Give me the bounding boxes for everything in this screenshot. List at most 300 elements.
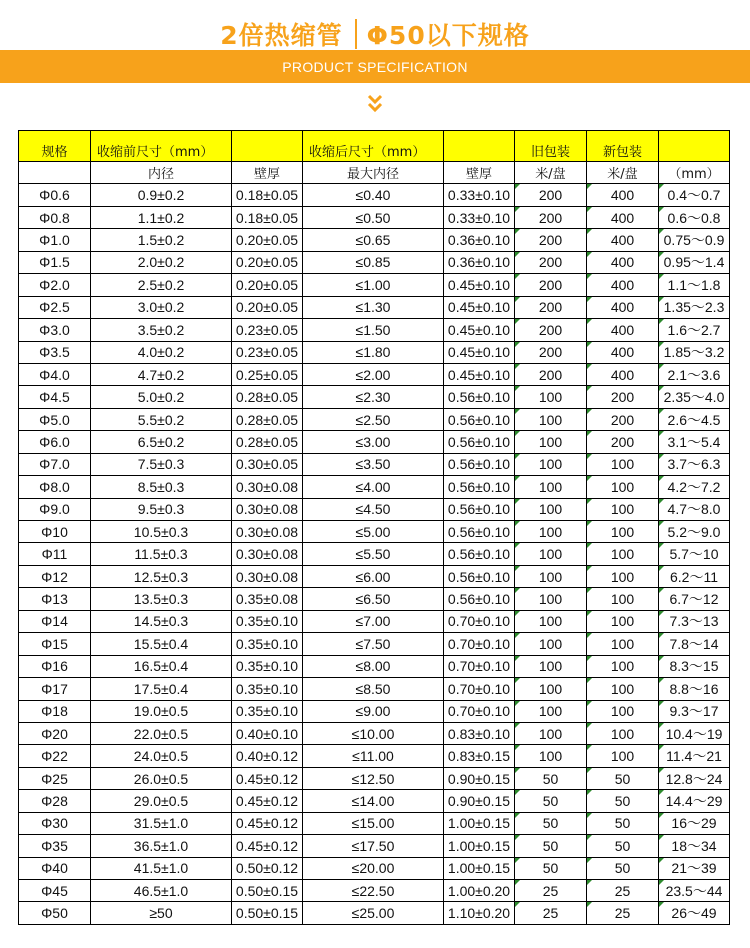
table-cell: 0.30±0.08 bbox=[232, 565, 303, 587]
table-cell: 0.45±0.12 bbox=[232, 812, 303, 834]
table-cell: 25 bbox=[515, 902, 587, 924]
table-cell: Φ13 bbox=[19, 588, 91, 610]
group-header-cell bbox=[232, 131, 303, 162]
sub-header-cell: 米/盘 bbox=[587, 162, 659, 184]
table-row bbox=[19, 363, 730, 385]
table-cell: 0.70±0.10 bbox=[444, 610, 515, 632]
table-cell: 100 bbox=[515, 745, 587, 767]
table-cell: 50 bbox=[587, 812, 659, 834]
table-cell: 25 bbox=[587, 880, 659, 902]
table-cell: 12.5±0.3 bbox=[91, 565, 232, 587]
table-cell: Φ4.0 bbox=[19, 363, 91, 385]
table-cell: ≤0.65 bbox=[303, 229, 444, 251]
table-cell: 0.56±0.10 bbox=[444, 565, 515, 587]
table-cell: 41.5±1.0 bbox=[91, 857, 232, 879]
table-cell: ≤3.50 bbox=[303, 453, 444, 475]
table-cell: 26.0±0.5 bbox=[91, 767, 232, 789]
table-cell: 100 bbox=[515, 386, 587, 408]
table-cell: 26～49 bbox=[659, 902, 730, 924]
section-banner bbox=[0, 50, 750, 83]
table-row bbox=[19, 206, 730, 228]
table-cell: 100 bbox=[515, 678, 587, 700]
table-cell: 400 bbox=[587, 274, 659, 296]
table-cell: 0.56±0.10 bbox=[444, 521, 515, 543]
table-cell: 36.5±1.0 bbox=[91, 835, 232, 857]
table-cell: 50 bbox=[515, 835, 587, 857]
table-cell: ≤12.50 bbox=[303, 767, 444, 789]
table-cell: 2.6～4.5 bbox=[659, 408, 730, 430]
table-cell: 0.20±0.05 bbox=[232, 296, 303, 318]
table-cell: ≤1.30 bbox=[303, 296, 444, 318]
table-row bbox=[19, 251, 730, 273]
table-cell: 0.83±0.15 bbox=[444, 745, 515, 767]
table-cell: 0.56±0.10 bbox=[444, 431, 515, 453]
table-cell: ≤8.50 bbox=[303, 678, 444, 700]
table-row bbox=[19, 880, 730, 902]
table-cell: ≤1.80 bbox=[303, 341, 444, 363]
table-cell: 0.70±0.10 bbox=[444, 633, 515, 655]
table-cell: 15.5±0.4 bbox=[91, 633, 232, 655]
table-cell: 200 bbox=[587, 408, 659, 430]
table-cell: 5.0±0.2 bbox=[91, 386, 232, 408]
table-cell: 400 bbox=[587, 363, 659, 385]
table-cell: 200 bbox=[515, 274, 587, 296]
table-cell: 0.35±0.10 bbox=[232, 610, 303, 632]
table-cell: 0.36±0.10 bbox=[444, 251, 515, 273]
table-row bbox=[19, 341, 730, 363]
table-cell: 0.25±0.05 bbox=[232, 363, 303, 385]
table-cell: ≤2.00 bbox=[303, 363, 444, 385]
table-cell: 7.8～14 bbox=[659, 633, 730, 655]
table-cell: 9.3～17 bbox=[659, 700, 730, 722]
table-row bbox=[19, 431, 730, 453]
table-cell: ≥50 bbox=[91, 902, 232, 924]
table-cell: 19.0±0.5 bbox=[91, 700, 232, 722]
group-header-cell: 新包装 bbox=[587, 131, 659, 162]
table-cell: ≤5.00 bbox=[303, 521, 444, 543]
table-cell: Φ1.0 bbox=[19, 229, 91, 251]
table-cell: 3.5±0.2 bbox=[91, 319, 232, 341]
table-cell: 50 bbox=[515, 767, 587, 789]
table-cell: 0.20±0.05 bbox=[232, 251, 303, 273]
table-cell: 2.35～4.0 bbox=[659, 386, 730, 408]
table-cell: 0.40±0.10 bbox=[232, 722, 303, 744]
table-cell: 200 bbox=[515, 319, 587, 341]
table-row bbox=[19, 857, 730, 879]
table-cell: 100 bbox=[515, 408, 587, 430]
table-cell: Φ10 bbox=[19, 521, 91, 543]
table-cell: 200 bbox=[587, 386, 659, 408]
table-cell: Φ16 bbox=[19, 655, 91, 677]
table-cell: Φ35 bbox=[19, 835, 91, 857]
table-cell: 22.0±0.5 bbox=[91, 722, 232, 744]
table-cell: 1.00±0.15 bbox=[444, 812, 515, 834]
sub-header-cell: 最大内径 bbox=[303, 162, 444, 184]
table-cell: 0.45±0.10 bbox=[444, 341, 515, 363]
sub-header-row bbox=[19, 162, 730, 184]
table-cell: 25 bbox=[515, 880, 587, 902]
group-header-row bbox=[19, 131, 730, 162]
table-cell: ≤4.50 bbox=[303, 498, 444, 520]
group-header-cell bbox=[444, 131, 515, 162]
table-cell: 11.5±0.3 bbox=[91, 543, 232, 565]
table-cell: 100 bbox=[587, 498, 659, 520]
table-row bbox=[19, 521, 730, 543]
table-cell: 7.5±0.3 bbox=[91, 453, 232, 475]
table-cell: Φ9.0 bbox=[19, 498, 91, 520]
table-cell: 100 bbox=[587, 678, 659, 700]
table-cell: Φ11 bbox=[19, 543, 91, 565]
table-cell: 0.35±0.10 bbox=[232, 678, 303, 700]
table-cell: Φ2.0 bbox=[19, 274, 91, 296]
sub-header-cell: 壁厚 bbox=[232, 162, 303, 184]
table-cell: 0.20±0.05 bbox=[232, 229, 303, 251]
table-row bbox=[19, 835, 730, 857]
table-cell: 50 bbox=[515, 857, 587, 879]
table-cell: ≤6.50 bbox=[303, 588, 444, 610]
table-cell: 0.90±0.15 bbox=[444, 790, 515, 812]
table-cell: 400 bbox=[587, 341, 659, 363]
sub-header-cell: 内径 bbox=[91, 162, 232, 184]
table-row bbox=[19, 408, 730, 430]
table-cell: 1.5±0.2 bbox=[91, 229, 232, 251]
table-cell: 4.7±0.2 bbox=[91, 363, 232, 385]
table-cell: 2.1～3.6 bbox=[659, 363, 730, 385]
table-cell: 0.70±0.10 bbox=[444, 678, 515, 700]
table-cell: 18～34 bbox=[659, 835, 730, 857]
table-cell: 0.45±0.10 bbox=[444, 319, 515, 341]
table-cell: 3.1～5.4 bbox=[659, 431, 730, 453]
table-cell: Φ15 bbox=[19, 633, 91, 655]
table-cell: ≤0.50 bbox=[303, 206, 444, 228]
table-cell: 0.20±0.05 bbox=[232, 274, 303, 296]
table-cell: 1.85～3.2 bbox=[659, 341, 730, 363]
table-cell: ≤9.00 bbox=[303, 700, 444, 722]
table-cell: Φ28 bbox=[19, 790, 91, 812]
table-cell: Φ7.0 bbox=[19, 453, 91, 475]
table-cell: 0.23±0.05 bbox=[232, 319, 303, 341]
table-cell: Φ20 bbox=[19, 722, 91, 744]
table-cell: 50 bbox=[587, 835, 659, 857]
table-row bbox=[19, 543, 730, 565]
table-cell: Φ22 bbox=[19, 745, 91, 767]
table-cell: 400 bbox=[587, 251, 659, 273]
table-row bbox=[19, 812, 730, 834]
table-row bbox=[19, 722, 730, 744]
table-cell: ≤0.85 bbox=[303, 251, 444, 273]
group-header-cell: 规格 bbox=[19, 131, 91, 162]
table-cell: 1.00±0.15 bbox=[444, 857, 515, 879]
table-row bbox=[19, 745, 730, 767]
table-cell: 29.0±0.5 bbox=[91, 790, 232, 812]
table-cell: 50 bbox=[515, 812, 587, 834]
table-cell: Φ1.5 bbox=[19, 251, 91, 273]
table-cell: ≤6.00 bbox=[303, 565, 444, 587]
banner-subtitle: PRODUCT SPECIFICATION bbox=[282, 58, 468, 75]
table-cell: Φ8.0 bbox=[19, 476, 91, 498]
table-cell: 200 bbox=[515, 341, 587, 363]
table-cell: 400 bbox=[587, 319, 659, 341]
table-cell: ≤0.40 bbox=[303, 184, 444, 206]
table-cell: 1.10±0.20 bbox=[444, 902, 515, 924]
table-cell: 50 bbox=[587, 767, 659, 789]
table-cell: ≤4.00 bbox=[303, 476, 444, 498]
table-cell: 100 bbox=[587, 453, 659, 475]
table-cell: 5.2～9.0 bbox=[659, 521, 730, 543]
table-cell: 6.7～12 bbox=[659, 588, 730, 610]
spec-table bbox=[18, 130, 730, 925]
table-cell: Φ50 bbox=[19, 902, 91, 924]
table-cell: 0.83±0.10 bbox=[444, 722, 515, 744]
table-cell: 14.5±0.3 bbox=[91, 610, 232, 632]
table-cell: 3.7～6.3 bbox=[659, 453, 730, 475]
table-cell: Φ14 bbox=[19, 610, 91, 632]
table-cell: 0.40±0.12 bbox=[232, 745, 303, 767]
table-cell: 0.30±0.05 bbox=[232, 453, 303, 475]
table-cell: 0.28±0.05 bbox=[232, 386, 303, 408]
table-cell: 0.28±0.05 bbox=[232, 431, 303, 453]
table-cell: ≤15.00 bbox=[303, 812, 444, 834]
table-cell: 0.35±0.10 bbox=[232, 700, 303, 722]
table-cell: 200 bbox=[515, 251, 587, 273]
table-cell: ≤1.00 bbox=[303, 274, 444, 296]
table-cell: 100 bbox=[587, 476, 659, 498]
table-cell: 0.56±0.10 bbox=[444, 453, 515, 475]
table-cell: 100 bbox=[587, 655, 659, 677]
table-cell: 200 bbox=[515, 184, 587, 206]
table-row bbox=[19, 678, 730, 700]
table-row bbox=[19, 476, 730, 498]
table-cell: 8.5±0.3 bbox=[91, 476, 232, 498]
table-cell: 0.45±0.12 bbox=[232, 790, 303, 812]
table-cell: 0.28±0.05 bbox=[232, 408, 303, 430]
table-cell: 100 bbox=[515, 521, 587, 543]
table-row bbox=[19, 767, 730, 789]
table-cell: 21～39 bbox=[659, 857, 730, 879]
table-cell: Φ17 bbox=[19, 678, 91, 700]
table-cell: Φ3.5 bbox=[19, 341, 91, 363]
table-cell: ≤25.00 bbox=[303, 902, 444, 924]
group-header-cell: 收缩前尺寸（mm） bbox=[91, 131, 232, 162]
table-cell: 200 bbox=[515, 206, 587, 228]
table-cell: 25 bbox=[587, 902, 659, 924]
table-row bbox=[19, 386, 730, 408]
table-cell: 0.6～0.8 bbox=[659, 206, 730, 228]
table-row bbox=[19, 296, 730, 318]
table-cell: 100 bbox=[515, 565, 587, 587]
table-cell: Φ0.6 bbox=[19, 184, 91, 206]
table-cell: Φ3.0 bbox=[19, 319, 91, 341]
table-cell: ≤2.30 bbox=[303, 386, 444, 408]
table-cell: 0.56±0.10 bbox=[444, 386, 515, 408]
table-cell: ≤1.50 bbox=[303, 319, 444, 341]
table-cell: 0.50±0.15 bbox=[232, 902, 303, 924]
table-cell: ≤5.50 bbox=[303, 543, 444, 565]
table-cell: 14.4～29 bbox=[659, 790, 730, 812]
table-cell: Φ18 bbox=[19, 700, 91, 722]
table-cell: 400 bbox=[587, 206, 659, 228]
table-cell: 46.5±1.0 bbox=[91, 880, 232, 902]
table-cell: 0.50±0.15 bbox=[232, 880, 303, 902]
table-cell: 100 bbox=[587, 722, 659, 744]
table-cell: 0.56±0.10 bbox=[444, 543, 515, 565]
table-cell: ≤7.50 bbox=[303, 633, 444, 655]
table-cell: 1.1±0.2 bbox=[91, 206, 232, 228]
table-row bbox=[19, 319, 730, 341]
table-cell: 100 bbox=[515, 431, 587, 453]
table-cell: 0.56±0.10 bbox=[444, 408, 515, 430]
table-cell: 100 bbox=[587, 521, 659, 543]
group-header-cell bbox=[659, 131, 730, 162]
table-cell: ≤11.00 bbox=[303, 745, 444, 767]
title-left: 2倍热缩管 bbox=[220, 21, 343, 50]
table-cell: 0.45±0.12 bbox=[232, 835, 303, 857]
table-row bbox=[19, 655, 730, 677]
table-cell: 0.23±0.05 bbox=[232, 341, 303, 363]
table-cell: 0.45±0.12 bbox=[232, 767, 303, 789]
sub-header-cell: （mm） bbox=[659, 162, 730, 184]
table-cell: 0.56±0.10 bbox=[444, 498, 515, 520]
table-cell: 100 bbox=[515, 543, 587, 565]
table-cell: 10.5±0.3 bbox=[91, 521, 232, 543]
table-cell: 4.2～7.2 bbox=[659, 476, 730, 498]
table-row bbox=[19, 633, 730, 655]
table-cell: 50 bbox=[587, 857, 659, 879]
table-cell: ≤17.50 bbox=[303, 835, 444, 857]
title-divider bbox=[355, 19, 357, 49]
table-row bbox=[19, 184, 730, 206]
table-cell: 4.0±0.2 bbox=[91, 341, 232, 363]
table-cell: 31.5±1.0 bbox=[91, 812, 232, 834]
table-cell: 100 bbox=[515, 700, 587, 722]
table-cell: 100 bbox=[515, 476, 587, 498]
table-row bbox=[19, 610, 730, 632]
table-cell: Φ4.5 bbox=[19, 386, 91, 408]
table-cell: 200 bbox=[515, 229, 587, 251]
table-cell: 400 bbox=[587, 229, 659, 251]
table-cell: Φ5.0 bbox=[19, 408, 91, 430]
table-cell: 0.33±0.10 bbox=[444, 184, 515, 206]
table-cell: 11.4～21 bbox=[659, 745, 730, 767]
table-cell: 0.33±0.10 bbox=[444, 206, 515, 228]
table-cell: ≤22.50 bbox=[303, 880, 444, 902]
title-right: Φ50以下规格 bbox=[366, 21, 530, 50]
table-cell: 1.00±0.15 bbox=[444, 835, 515, 857]
table-cell: 3.0±0.2 bbox=[91, 296, 232, 318]
table-cell: 9.5±0.3 bbox=[91, 498, 232, 520]
table-cell: 0.36±0.10 bbox=[444, 229, 515, 251]
table-row bbox=[19, 453, 730, 475]
table-cell: 0.45±0.10 bbox=[444, 296, 515, 318]
sub-header-cell bbox=[19, 162, 91, 184]
table-cell: 0.45±0.10 bbox=[444, 274, 515, 296]
table-cell: 0.30±0.08 bbox=[232, 543, 303, 565]
table-row bbox=[19, 588, 730, 610]
table-cell: 1.35～2.3 bbox=[659, 296, 730, 318]
table-cell: 0.30±0.08 bbox=[232, 498, 303, 520]
table-cell: 100 bbox=[587, 745, 659, 767]
table-cell: 100 bbox=[515, 655, 587, 677]
table-row bbox=[19, 229, 730, 251]
table-cell: 13.5±0.3 bbox=[91, 588, 232, 610]
table-cell: ≤8.00 bbox=[303, 655, 444, 677]
table-cell: 100 bbox=[587, 588, 659, 610]
table-cell: Φ30 bbox=[19, 812, 91, 834]
table-cell: 2.0±0.2 bbox=[91, 251, 232, 273]
table-cell: ≤10.00 bbox=[303, 722, 444, 744]
sub-header-cell: 米/盘 bbox=[515, 162, 587, 184]
table-cell: 0.70±0.10 bbox=[444, 700, 515, 722]
page-title bbox=[0, 14, 750, 54]
table-cell: 1.6～2.7 bbox=[659, 319, 730, 341]
table-cell: 16.5±0.4 bbox=[91, 655, 232, 677]
table-cell: 100 bbox=[515, 588, 587, 610]
table-cell: 0.70±0.10 bbox=[444, 655, 515, 677]
table-cell: 0.50±0.12 bbox=[232, 857, 303, 879]
table-cell: 50 bbox=[587, 790, 659, 812]
table-cell: 0.30±0.08 bbox=[232, 521, 303, 543]
double-chevron-down-icon bbox=[366, 92, 384, 116]
table-cell: 100 bbox=[515, 498, 587, 520]
table-cell: 0.56±0.10 bbox=[444, 588, 515, 610]
table-cell: Φ6.0 bbox=[19, 431, 91, 453]
table-cell: 8.8～16 bbox=[659, 678, 730, 700]
table-cell: Φ45 bbox=[19, 880, 91, 902]
table-cell: 400 bbox=[587, 184, 659, 206]
table-cell: 0.56±0.10 bbox=[444, 476, 515, 498]
table-row bbox=[19, 274, 730, 296]
table-cell: 1.00±0.20 bbox=[444, 880, 515, 902]
table-cell: 4.7～8.0 bbox=[659, 498, 730, 520]
table-cell: 8.3～15 bbox=[659, 655, 730, 677]
table-cell: 100 bbox=[587, 700, 659, 722]
table-cell: ≤3.00 bbox=[303, 431, 444, 453]
table-cell: 7.3～13 bbox=[659, 610, 730, 632]
table-cell: Φ25 bbox=[19, 767, 91, 789]
table-cell: 0.95～1.4 bbox=[659, 251, 730, 273]
table-cell: 6.2～11 bbox=[659, 565, 730, 587]
table-cell: 5.5±0.2 bbox=[91, 408, 232, 430]
table-cell: 6.5±0.2 bbox=[91, 431, 232, 453]
table-cell: 200 bbox=[515, 363, 587, 385]
table-cell: 0.4～0.7 bbox=[659, 184, 730, 206]
table-cell: 0.18±0.05 bbox=[232, 206, 303, 228]
table-cell: 12.8～24 bbox=[659, 767, 730, 789]
table-cell: 0.35±0.10 bbox=[232, 655, 303, 677]
table-cell: 100 bbox=[515, 610, 587, 632]
table-cell: 400 bbox=[587, 296, 659, 318]
group-header-cell: 旧包装 bbox=[515, 131, 587, 162]
table-row bbox=[19, 565, 730, 587]
table-cell: 100 bbox=[515, 722, 587, 744]
table-cell: 50 bbox=[515, 790, 587, 812]
table-cell: 0.30±0.08 bbox=[232, 476, 303, 498]
table-cell: 5.7～10 bbox=[659, 543, 730, 565]
sub-header-cell: 壁厚 bbox=[444, 162, 515, 184]
table-cell: 0.9±0.2 bbox=[91, 184, 232, 206]
table-cell: 16～29 bbox=[659, 812, 730, 834]
table-cell: 23.5～44 bbox=[659, 880, 730, 902]
table-cell: 0.90±0.15 bbox=[444, 767, 515, 789]
table-cell: 200 bbox=[587, 431, 659, 453]
table-cell: 0.45±0.10 bbox=[444, 363, 515, 385]
group-header-cell: 收缩后尺寸（mm） bbox=[303, 131, 444, 162]
table-row bbox=[19, 790, 730, 812]
table-cell: 10.4～19 bbox=[659, 722, 730, 744]
table-cell: 1.1～1.8 bbox=[659, 274, 730, 296]
table-row bbox=[19, 902, 730, 924]
table-cell: 0.35±0.08 bbox=[232, 588, 303, 610]
